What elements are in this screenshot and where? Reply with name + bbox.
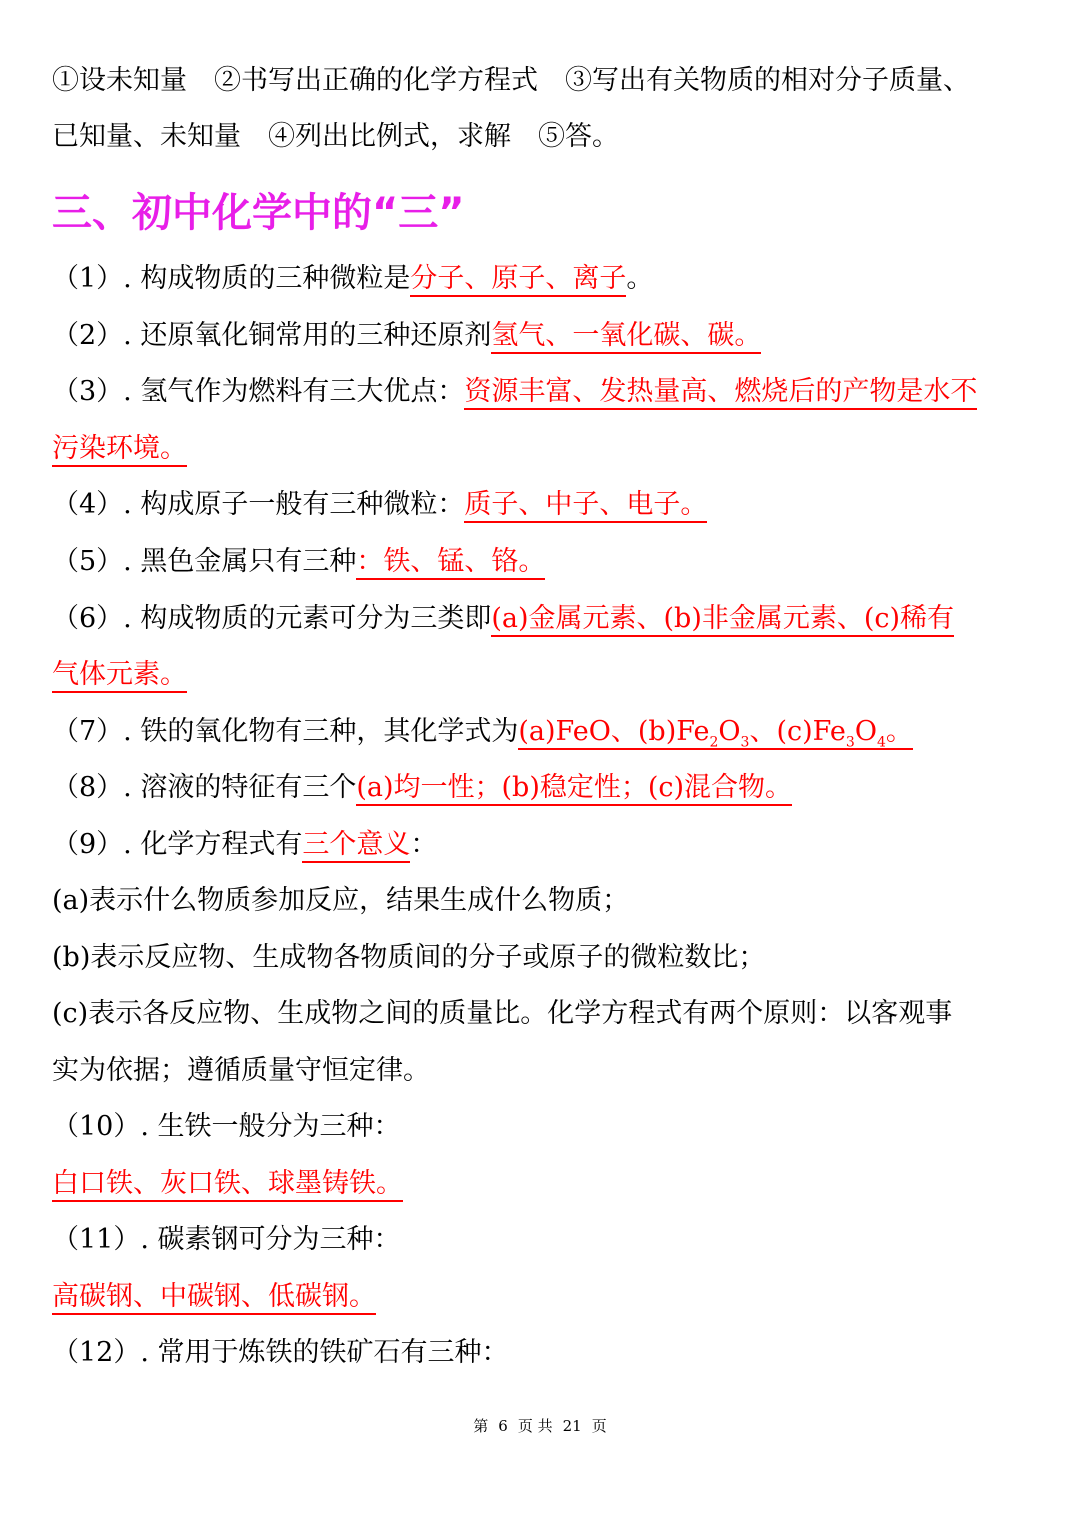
item-9 <box>52 826 1030 864</box>
item-2-question: （2）. 还原氧化铜常用的三种还原剂 <box>52 320 492 351</box>
item-9-meaning-c-line-1: (c)表示各反应物、生成物之间的质量比。化学方程式有两个原则：以客观事 <box>52 998 953 1029</box>
item-11-answer: 高碳钢、中碳钢、低碳钢。 <box>52 1281 376 1315</box>
item-11-answer-line <box>52 1278 1030 1316</box>
steps-line-1: ①设未知量 ②书写出正确的化学方程式 ③写出有关物质的相对分子质量、 <box>52 65 970 96</box>
item-6-continued <box>52 656 1030 694</box>
item-1-question: （1）. 构成物质的三种微粒是 <box>52 263 411 294</box>
item-8 <box>52 769 1030 807</box>
item-3-question: （3）. 氢气作为燃料有三大优点： <box>52 376 465 407</box>
footer-label: 页 共 <box>517 1417 553 1435</box>
item-9-meaning-a: (a)表示什么物质参加反应，结果生成什么物质； <box>52 885 630 916</box>
item-11 <box>52 1221 1030 1259</box>
item-1-answer: 分子、原子、离子 <box>410 263 626 297</box>
item-7-sub: 2 <box>709 734 719 751</box>
item-7-formula-part: O <box>854 716 877 747</box>
item-7 <box>52 713 1030 761</box>
item-6-answer-line-2: 气体元素。 <box>52 659 187 693</box>
item-12 <box>52 1334 1030 1372</box>
item-10-answer-line <box>52 1165 1030 1203</box>
item-5 <box>52 543 1030 581</box>
item-3 <box>52 373 1030 411</box>
item-12-question: （12）. 常用于炼铁的铁矿石有三种： <box>52 1337 509 1368</box>
item-7-formula-part: (a)FeO、(b)Fe <box>518 716 710 747</box>
item-9-answer: 三个意义 <box>302 829 410 863</box>
item-2 <box>52 317 1030 355</box>
item-3-continued <box>52 430 1030 468</box>
item-7-sub: 3 <box>740 734 750 751</box>
item-10 <box>52 1108 1030 1146</box>
item-1-tail: 。 <box>626 263 654 294</box>
item-4 <box>52 486 1030 524</box>
item-5-question: （5）. 黑色金属只有三种 <box>52 546 357 577</box>
item-8-answer: (a)均一性；(b)稳定性；(c)混合物。 <box>356 772 792 806</box>
section-title: 三、初中化学中的“三” <box>52 190 465 236</box>
footer-label: 页 <box>591 1417 607 1435</box>
item-7-answer <box>518 716 913 750</box>
item-3-answer-line-1: 资源丰富、发热量高、燃烧后的产物是水不 <box>464 376 977 410</box>
item-7-formula-part: 、(c)Fe <box>749 716 846 747</box>
item-10-answer: 白口铁、灰口铁、球墨铸铁。 <box>52 1168 403 1202</box>
item-7-formula-part: O <box>718 716 741 747</box>
item-6-answer-line-1: (a)金属元素、(b)非金属元素、(c)稀有 <box>491 603 954 637</box>
item-9-meaning-b: (b)表示反应物、生成物各物质间的分子或原子的微粒数比； <box>52 942 766 973</box>
item-3-answer-line-2: 污染环境。 <box>52 433 187 467</box>
item-2-answer: 氢气、一氧化碳、碳。 <box>491 320 761 354</box>
item-6 <box>52 600 1030 638</box>
footer-label: 第 <box>473 1417 489 1435</box>
item-7-formula-end: 。 <box>885 716 913 747</box>
item-9-question: （9）. 化学方程式有 <box>52 829 303 860</box>
item-7-question: （7）. 铁的氧化物有三种，其化学式为 <box>52 716 519 747</box>
footer-page-number: 6 <box>498 1417 508 1435</box>
footer-total-pages: 21 <box>562 1417 582 1435</box>
item-10-question: （10）. 生铁一般分为三种： <box>52 1111 401 1142</box>
steps-line-2: 已知量、未知量 ④列出比例式，求解 ⑤答。 <box>52 121 619 152</box>
item-1 <box>52 260 1030 298</box>
item-4-question: （4）. 构成原子一般有三种微粒： <box>52 489 465 520</box>
item-9-meaning-c-line-2: 实为依据；遵循质量守恒定律。 <box>52 1055 430 1086</box>
item-9-tail: ： <box>410 829 438 860</box>
item-4-answer: 质子、中子、电子。 <box>464 489 707 523</box>
item-11-question: （11）. 碳素钢可分为三种： <box>52 1224 401 1255</box>
item-6-question: （6）. 构成物质的元素可分为三类即 <box>52 603 492 634</box>
page-footer <box>0 1415 1080 1436</box>
item-7-sub: 3 <box>845 734 855 751</box>
item-7-sub: 4 <box>876 734 886 751</box>
item-5-answer: ：铁、锰、铬。 <box>356 546 545 580</box>
item-8-question: （8）. 溶液的特征有三个 <box>52 772 357 803</box>
